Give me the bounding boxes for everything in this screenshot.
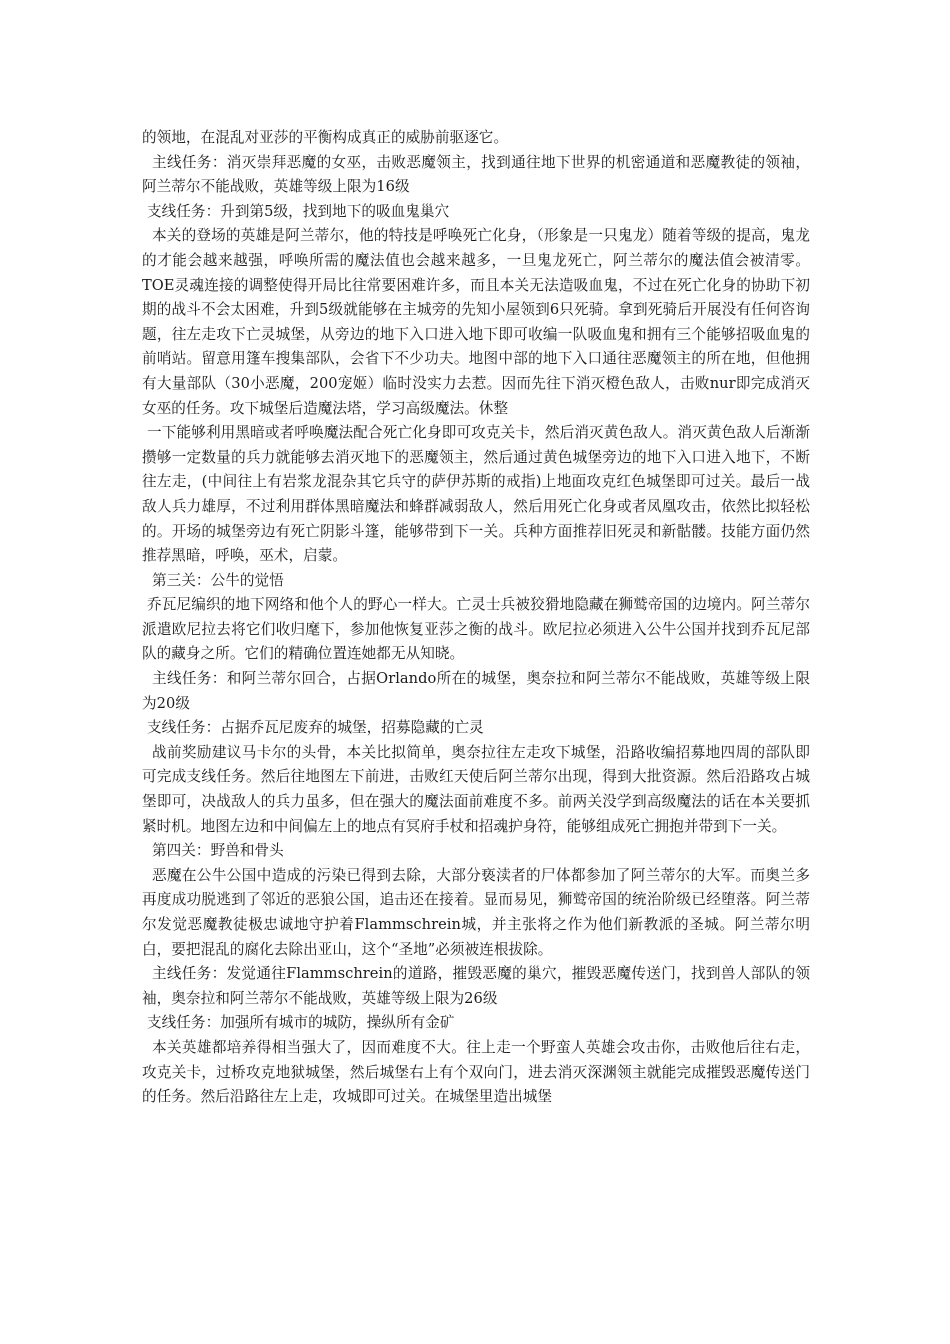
document-body — [142, 126, 810, 1110]
paragraph-main-quest-4: 主线任务：发觉通往Flammschrein的道路，摧毁恶魔的巢穴，摧毁恶魔传送门，找到兽人部队的领袖，奥奈拉和阿兰蒂尔不能战败，英雄等级上限为26级 — [142, 965, 810, 1007]
paragraph-side-quest-4: 支线任务：加强所有城市的城防，操纵所有金矿 — [147, 1014, 455, 1032]
paragraph-story-3: 乔瓦尼编织的地下网络和他个人的野心一样大。亡灵士兵被狡猾地隐藏在狮鹫帝国的边境内。阿兰蒂尔派遣欧尼拉去将它们收归麾下，参加他恢复亚莎之衡的战斗。欧尼拉必须进入公牛公国并找到乔瓦尼部队的藏身之所。它们的精确位置连她都无从知晓。 — [142, 596, 810, 663]
paragraph-walkthrough-2b: 一下能够利用黑暗或者呼唤魔法配合死亡化身即可攻克关卡，然后消灭黄色敌人。消灭黄色敌人后渐渐攒够一定数量的兵力就能够去消灭地下的恶魔领主，然后通过黄色城堡旁边的地下入口进入地下，不断往左走，(中间往上有岩浆龙混杂其它兵守的萨伊苏斯的戒指)上地面攻克红色城堡即可过关。最后一战敌人兵力雄厚，不过利用群体黑暗魔法和蜂群减弱敌人，然后用死亡化身或者凤凰攻击，依然比拟轻松的。开场的城堡旁边有死亡阴影斗篷，能够带到下一关。兵种方面推荐旧死灵和新骷髅。技能方面仍然推荐黑暗，呼唤，巫术，启蒙。 — [142, 424, 810, 565]
heading-chapter-3: 第三关：公牛的觉悟 — [152, 571, 284, 589]
paragraph-walkthrough-3: 战前奖励建议马卡尔的头骨，本关比拟简单，奥奈拉往左走攻下城堡，沿路收编招募地四周的部队即可完成支线任务。然后往地图左下前进，击败红天使后阿兰蒂尔出现，得到大批资源。然后沿路攻占城堡即可，决战敌人的兵力虽多，但在强大的魔法面前难度不多。前两关没学到高级魔法的话在本关要抓紧时机。地图左边和中间偏左上的地点有冥府手杖和招魂护身符，能够组成死亡拥抱并带到下一关。 — [142, 743, 810, 835]
heading-chapter-4: 第四关：野兽和骨头 — [152, 842, 284, 860]
paragraph-walkthrough-2a: 本关的登场的英雄是阿兰蒂尔，他的特技是呼唤死亡化身，（形象是一只鬼龙）随着等级的提高，鬼龙的才能会越来越强，呼唤所需的魔法值也会越来越多，一旦鬼龙死亡，阿兰蒂尔的魔法值会被清零。TOE灵魂连接的调整使得开局比往常要困难许多，而且本关无法造吸血鬼，不过在死亡化身的协助下初期的战斗不会太困难，升到5级就能够在主城旁的先知小屋领到6只死骑。拿到死骑后开展没有任何咨询题，往左走攻下亡灵城堡，从旁边的地下入口进入地下即可收编一队吸血鬼和拥有三个能够招吸血鬼的前哨站。留意用篷车搜集部队，会省下不少功夫。地图中部的地下入口通往恶魔领主的所在地，但他拥有大量部队（30小恶魔，200宠姬）临时没实力去惹。因而先往下消灭橙色敌人，击败nur即完成消灭女巫的任务。攻下城堡后造魔法塔，学习高级魔法。休整 — [142, 227, 810, 417]
paragraph-walkthrough-4: 本关英雄都培养得相当强大了，因而难度不大。往上走一个野蛮人英雄会攻击你，击败他后往右走，攻克关卡，过桥攻克地狱城堡，然后城堡右上有个双向门，进去消灭深渊领主就能完成摧毁恶魔传送门的任务。然后沿路往左上走，攻城即可过关。在城堡里造出城堡 — [142, 1038, 810, 1106]
paragraph-side-quest-3: 支线任务：占据乔瓦尼废弃的城堡，招募隐藏的亡灵 — [147, 719, 484, 737]
paragraph-side-quest-2: 支线任务：升到第5级，找到地下的吸血鬼巢穴 — [147, 202, 450, 220]
paragraph-main-quest-2: 主线任务：消灭崇拜恶魔的女巫，击败恶魔领主，找到通往地下世界的机密通道和恶魔教徒的领袖，阿兰蒂尔不能战败，英雄等级上限为16级 — [142, 153, 810, 196]
paragraph-main-quest-3: 主线任务：和阿兰蒂尔回合，占据Orlando所在的城堡，奥奈拉和阿兰蒂尔不能战败，英雄等级上限为20级 — [142, 670, 810, 712]
paragraph-story-4: 恶魔在公牛公国中造成的污染已得到去除，大部分亵渎者的尸体都参加了阿兰蒂尔的大军。而奥兰多再度成功脱逃到了邻近的恶狼公国，追击还在接着。显而易见，狮鹫帝国的统治阶级已经堕落。阿兰蒂尔发觉恶魔教徒极忠诚地守护着Flammschrein城，并主张将之作为他们新教派的圣城。阿兰蒂尔明白，要把混乱的腐化去除出亚山，这个“圣地”必须被连根拔除。 — [142, 866, 810, 958]
paragraph-intro-tail: 的领地，在混乱对亚莎的平衡构成真正的威胁前驱逐它。 — [142, 129, 509, 146]
